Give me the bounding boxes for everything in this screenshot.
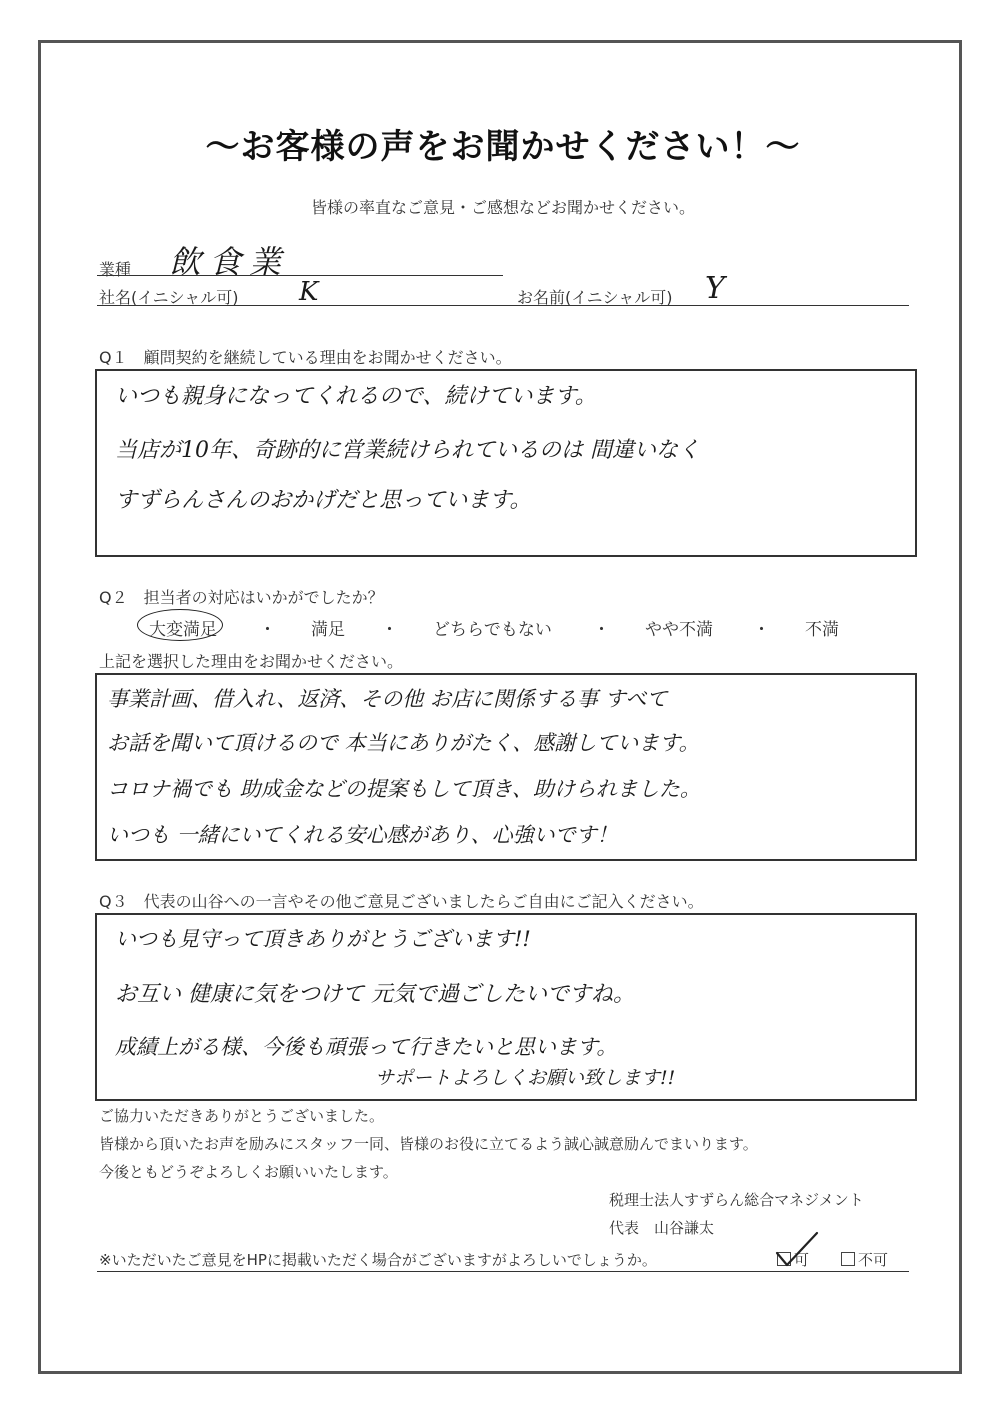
industry-label: 業種: [99, 260, 132, 279]
q2-answer-line: お話を聞いて頂けるので 本当にありがたく、感謝しています。: [107, 731, 700, 755]
q2-separator: ・: [259, 620, 276, 640]
q1-answer-line: いつも親身になってくれるので、続けています。: [115, 384, 597, 409]
q2-option-satisfied: 満足: [311, 620, 345, 640]
thanks-line: ご協力いただきありがとうございました。: [99, 1107, 385, 1125]
checkbox-icon: [841, 1252, 855, 1266]
q2-separator: ・: [381, 620, 398, 640]
q2-option-somewhat-dissatisfied: やや不満: [645, 620, 713, 640]
page-title: 〜お客様の声をお聞かせください！〜: [205, 127, 801, 167]
q2-question: Q２ 担当者の対応はいかがでしたか？: [99, 588, 384, 607]
q2-answer-line: 事業計画、借入れ、返済、その他 お店に関係する事 すべて: [107, 687, 668, 711]
q2-answer-line: いつも 一緒にいてくれる安心感があり、心強いです！: [107, 823, 618, 847]
q2-option-very-satisfied: 大変満足: [149, 620, 217, 640]
q1-answer-box: [95, 369, 917, 557]
q2-option-dissatisfied: 不満: [805, 620, 839, 640]
name-label: お名前(イニシャル可): [517, 288, 673, 307]
survey-form: [38, 40, 962, 1374]
thanks-line: 皆様から頂いたお声を励みにスタッフ一同、皆様のお役に立てるよう誠心誠意励んでまいります。: [99, 1135, 758, 1153]
page-subtitle: 皆様の率直なご意見・ご感想などお聞かせください。: [310, 198, 695, 217]
q3-answer-box: [95, 913, 917, 1101]
q2-separator: ・: [593, 620, 610, 640]
permission-no-label: 不可: [858, 1251, 889, 1269]
q1-answer-line: 当店が10年、奇跡的に営業続けられているのは 間違いなく: [115, 438, 700, 463]
permission-underline: [97, 1271, 909, 1272]
q1-answer-line: すずらんさんのおかげだと思っています。: [115, 488, 532, 513]
q2-option-neutral: どちらでもない: [433, 620, 552, 640]
permission-yes-label: 可: [794, 1251, 810, 1269]
q3-answer-line: サポートよろしくお願い致します!!: [375, 1067, 676, 1089]
q3-answer-line: いつも見守って頂きありがとうございます!!: [115, 927, 531, 951]
respondent-underline: [97, 305, 909, 306]
permission-question: ※いただいたご意見をHPに掲載いただく場合がございますがよろしいでしょうか。: [99, 1251, 657, 1269]
representative-name: 代表 山谷謙太: [609, 1219, 715, 1237]
q2-answer-box: [95, 673, 917, 861]
q3-answer-line: お互い 健康に気をつけて 元気で過ごしたいですね。: [115, 982, 635, 1007]
thanks-line: 今後ともどうぞよろしくお願いいたします。: [99, 1163, 398, 1181]
q3-answer-line: 成績上がる様、今後も頑張って行きたいと思います。: [115, 1035, 618, 1059]
company-value: K: [299, 277, 319, 307]
industry-value: 飲食業: [169, 243, 290, 281]
q3-question: Q３ 代表の山谷への一言やその他ご意見ございましたらご自由にご記入ください。: [99, 892, 704, 911]
industry-underline: [97, 275, 503, 276]
company-label: 社名(イニシャル可): [99, 288, 239, 307]
selected-option-circle: [137, 609, 223, 641]
company-name: 税理士法人すずらん総合マネジメント: [609, 1191, 864, 1209]
q2-separator: ・: [753, 620, 770, 640]
name-value: Y: [705, 271, 725, 306]
q2-reason-prompt: 上記を選択した理由をお聞かせください。: [99, 652, 404, 671]
permission-no-option[interactable]: [841, 1249, 888, 1270]
q2-answer-line: コロナ禍でも 助成金などの提案もして頂き、助けられました。: [107, 777, 701, 801]
checkmark-icon: [773, 1229, 821, 1271]
q1-question: Q１ 顧問契約を継続している理由をお聞かせください。: [99, 348, 512, 367]
